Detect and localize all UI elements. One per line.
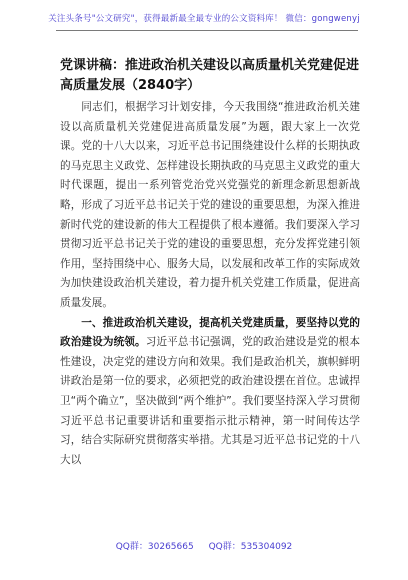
paragraph-text: 习近平总书记强调，党的政治建设是党的根本性建设，决定党的建设方向和效果。我们是政治机关，旗帜鲜明讲政治是第一位的要求，必须把党的政治建设摆在首位。忠诚捍卫“两个确立”，坚决做到“两个维护”。我们要坚持深入学习贯彻习近平总书记重要讲话和重要指示批示精神，第一时间传达学习，结合实际研究贯彻落实举措。尤其是习近平总书记党的十八大以 [60, 336, 360, 466]
header-note: 关注头条号"公文研究"，获得最新最全最专业的公文资料库！ 微信：gongwenyj [48, 14, 360, 24]
document-title: 党课讲稿：推进政治机关建设以高质量机关党建促进高质量发展（2840字） [60, 58, 360, 93]
qq-group-2: QQ群：535304092 [208, 542, 293, 552]
section-heading: 一、推进政治机关建设，提高机关党建质量，要坚持以党的政治建设为统领。 [60, 316, 360, 349]
paragraph: 同志们，根据学习计划安排，今天我围绕“推进政治机关建设以高质量机关党建促进高质量发展”为题，跟大家上一次党课。党的十八大以来，习近平总书记围绕建设什么样的长期执政的马克思主义政党、怎样建设长期执政的马克思主义政党的重大时代课题，提出一系列管党治党兴党强党的新理念新思想新战略，形成了习近平总书记关于党的建设的重要思想，为深入推进新时代党的建设新的伟大工程提供了根本遵循。我们要深入学习贯彻习近平总书记关于党的建设的重要思想，充分发挥党建引领作用，坚持围绕中心、服务大局，以发展和改革工作的实际成效为加快建设政治机关建设，着力提升机关党建工作质量，促进高质量发展。 [60, 101, 360, 309]
qq-group-1: QQ群：30265665 [115, 542, 194, 552]
paragraph [60, 314, 360, 471]
document-body [60, 98, 360, 470]
header-divider [56, 30, 358, 31]
footer-note [0, 539, 408, 552]
